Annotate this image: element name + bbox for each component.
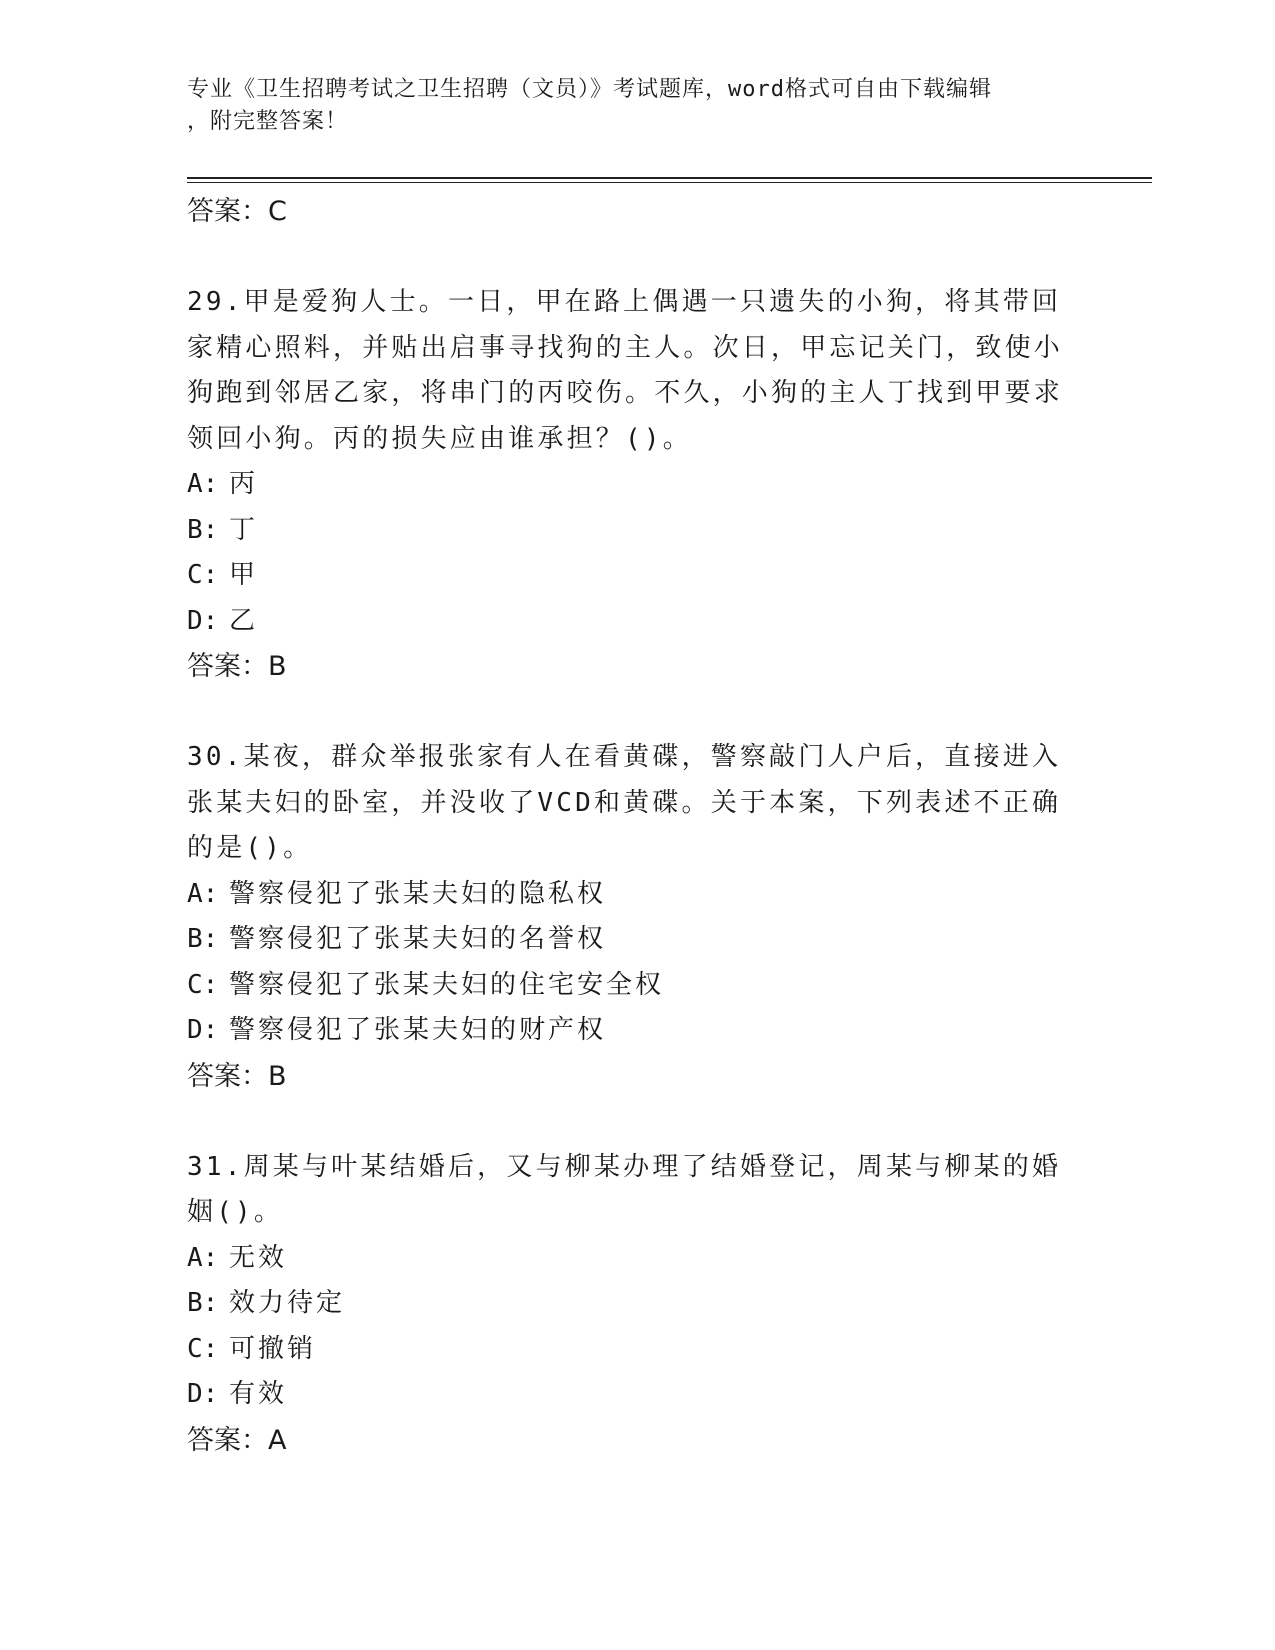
header-line-1: 专业《卫生招聘考试之卫生招聘（文员）》考试题库，word格式可自由下载编辑	[187, 77, 992, 102]
answer-value: A	[268, 1424, 287, 1456]
option-text: 警察侵犯了张某夫妇的隐私权	[229, 878, 607, 909]
question-number: 31.	[187, 1151, 244, 1182]
option-b	[187, 917, 1087, 963]
header-divider-thin	[187, 182, 1152, 183]
question-list	[187, 280, 1087, 1509]
question-body: 甲是爱狗人士。一日，甲在路上偶遇一只遗失的小狗，将其带回家精心照料，并贴出启事寻找狗的主人。次日，甲忘记关门，致使小狗跑到邻居乙家，将串门的丙咬伤。不久，小狗的主人丁找到甲要求领回小狗。丙的损失应由谁承担？()。	[187, 287, 1064, 454]
option-key: B:	[187, 1288, 219, 1318]
option-key: A:	[187, 1242, 219, 1273]
option-c	[187, 553, 1087, 599]
option-a	[187, 1236, 1087, 1282]
option-key: B:	[187, 514, 219, 545]
option-text: 警察侵犯了张某夫妇的名誉权	[229, 924, 607, 954]
option-text: 可撤销	[229, 1333, 317, 1364]
option-b	[187, 508, 1087, 554]
option-c	[187, 1327, 1087, 1373]
document-header	[187, 74, 1067, 138]
option-a	[187, 872, 1087, 918]
question-text	[187, 280, 1087, 462]
option-key: A:	[187, 878, 219, 909]
option-d	[187, 1372, 1087, 1418]
header-line-2: ，附完整答案！	[187, 109, 349, 134]
option-text: 有效	[229, 1379, 288, 1409]
option-text: 丙	[229, 469, 259, 499]
answer-value: B	[268, 1060, 287, 1092]
question-answer	[187, 644, 1087, 689]
option-key: D:	[187, 605, 219, 636]
question-number: 30.	[187, 742, 244, 772]
option-key: B:	[187, 924, 219, 954]
option-text: 甲	[229, 560, 259, 590]
option-text: 警察侵犯了张某夫妇的财产权	[229, 1015, 607, 1045]
option-d	[187, 1008, 1087, 1054]
question-body: 周某与叶某结婚后，又与柳某办理了结婚登记，周某与柳某的婚姻()。	[187, 1151, 1062, 1227]
answer-label: 答案：	[187, 196, 268, 227]
question-31	[187, 1145, 1087, 1463]
question-text	[187, 1145, 1087, 1236]
option-b	[187, 1281, 1087, 1327]
question-answer	[187, 1054, 1087, 1099]
option-key: D:	[187, 1015, 219, 1045]
option-text: 乙	[229, 605, 259, 636]
question-number: 29.	[187, 287, 244, 317]
header-divider-thick	[187, 177, 1152, 179]
answer-label: 答案：	[187, 1060, 268, 1092]
option-key: D:	[187, 1379, 219, 1409]
option-key: C:	[187, 560, 219, 590]
question-body: 某夜，群众举报张家有人在看黄碟，警察敲门人户后，直接进入张某夫妇的卧室，并没收了VCD和黄碟。关于本案，下列表述不正确的是()。	[187, 742, 1062, 863]
option-text: 警察侵犯了张某夫妇的住宅安全权	[229, 969, 665, 1000]
option-key: C:	[187, 1333, 219, 1364]
answer-label: 答案：	[187, 651, 268, 682]
answer-label: 答案：	[187, 1424, 268, 1456]
option-a	[187, 462, 1087, 508]
option-d	[187, 599, 1087, 645]
question-30	[187, 735, 1087, 1099]
previous-question-answer	[187, 191, 287, 233]
answer-value: B	[268, 651, 287, 682]
option-text: 效力待定	[229, 1288, 346, 1318]
option-text: 丁	[229, 514, 259, 545]
answer-value: C	[268, 196, 287, 227]
option-key: C:	[187, 969, 219, 1000]
question-text	[187, 735, 1087, 872]
question-29	[187, 280, 1087, 689]
option-key: A:	[187, 469, 219, 499]
option-text: 无效	[229, 1242, 288, 1273]
question-answer	[187, 1418, 1087, 1463]
option-c	[187, 963, 1087, 1009]
